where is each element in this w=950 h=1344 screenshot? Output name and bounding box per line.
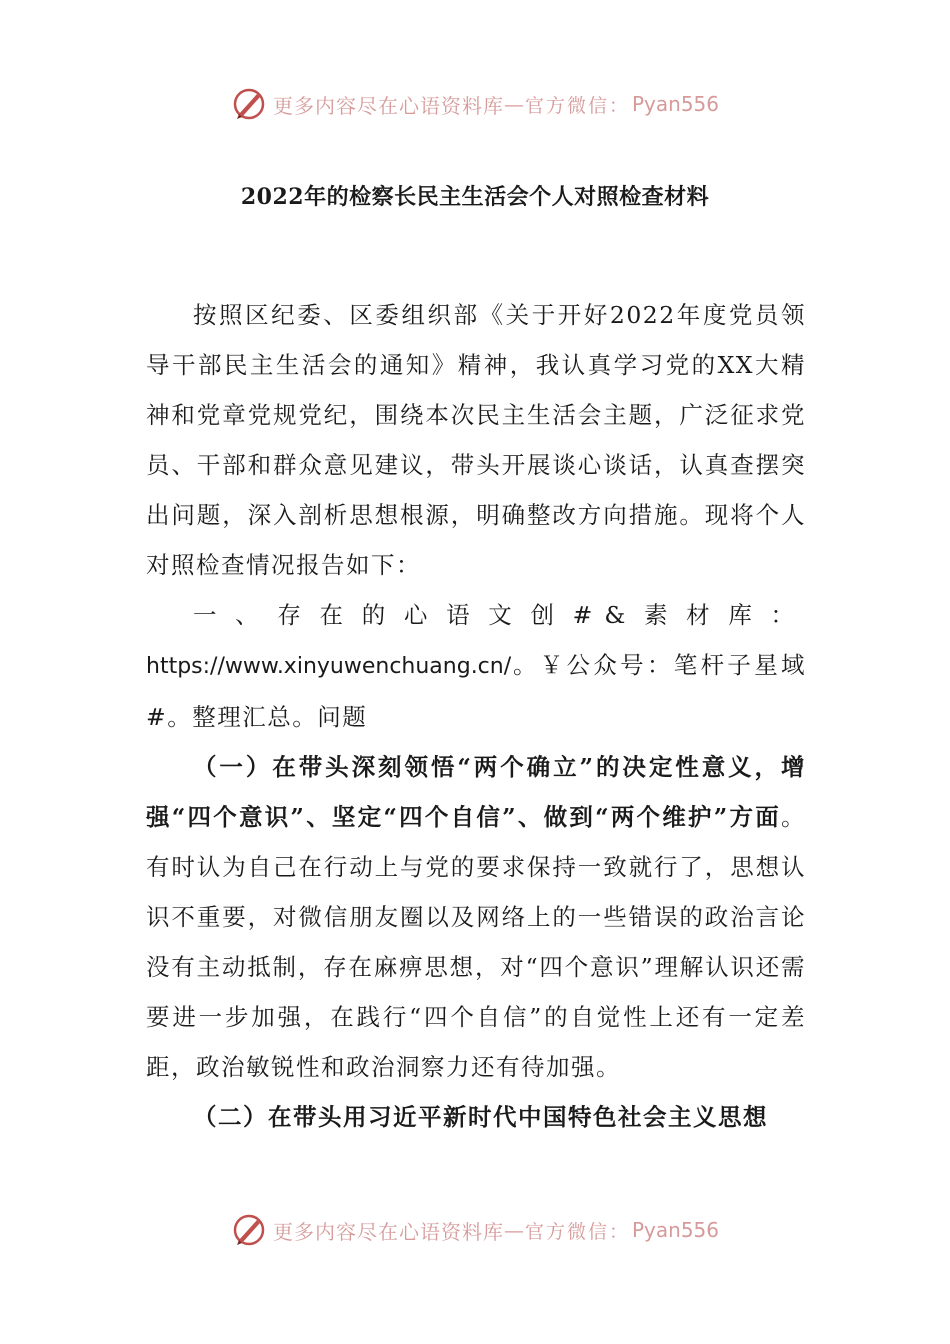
section-one-paragraph bbox=[146, 590, 806, 742]
section-one-prefix: 一、存在的心语文创#&素材库： bbox=[193, 601, 806, 629]
watermark-banner-bottom bbox=[0, 1210, 950, 1250]
item-one-paragraph bbox=[146, 742, 806, 1092]
pen-logo-icon bbox=[231, 86, 267, 122]
pen-logo-icon bbox=[231, 1212, 267, 1248]
document-title: 2022年的检察长民主生活会个人对照检查材料 bbox=[240, 184, 710, 210]
document-body bbox=[146, 290, 806, 1142]
watermark-id: Pyan556 bbox=[632, 1218, 720, 1242]
watermark-sub-text: 官方微信： bbox=[524, 94, 630, 117]
watermark-banner-top bbox=[0, 84, 950, 124]
watermark-dash: — bbox=[503, 1218, 525, 1242]
watermark-sub-text: 官方微信： bbox=[524, 1220, 630, 1243]
section-one-suffix: 。￥公众号：笔杆子星域#。整理汇总。问题 bbox=[146, 651, 806, 731]
item-one-heading: （一）在带头深刻领悟“两个确立”的决定性意义，增强“四个意识”、坚定“四个自信”、做到“两个维护”方面 bbox=[146, 753, 806, 831]
watermark-main-text: 更多内容尽在心语资料库 bbox=[272, 1219, 504, 1244]
watermark-main-text: 更多内容尽在心语资料库 bbox=[272, 93, 504, 118]
intro-paragraph: 按照区纪委、区委组织部《关于开好2022年度党员领导干部民主生活会的通知》精神，我认真学习党的XX大精神和党章党规党纪，围绕本次民主生活会主题，广泛征求党员、干部和群众意见建议，带头开展谈心谈话，认真查摆突出问题，深入剖析思想根源，明确整改方向措施。现将个人对照检查情况报告如下： bbox=[146, 301, 806, 579]
item-two-heading: （二）在带头用习近平新时代中国特色社会主义思想 bbox=[193, 1103, 768, 1131]
item-two-paragraph bbox=[146, 1092, 806, 1142]
watermark-dash: — bbox=[503, 92, 525, 116]
item-one-text: 。有时认为自己在行动上与党的要求保持一致就行了，思想认识不重要，对微信朋友圈以及网络上的一些错误的政治言论没有主动抵制，存在麻痹思想，对“四个意识”理解认识还需要进一步加强，在践行“四个自信”的自觉性上还有一定差距，政治敏锐性和政治洞察力还有待加强。 bbox=[146, 803, 806, 1081]
watermark-id: Pyan556 bbox=[632, 92, 720, 116]
source-url: https://www.xinyuwenchuang.cn/ bbox=[146, 654, 512, 679]
